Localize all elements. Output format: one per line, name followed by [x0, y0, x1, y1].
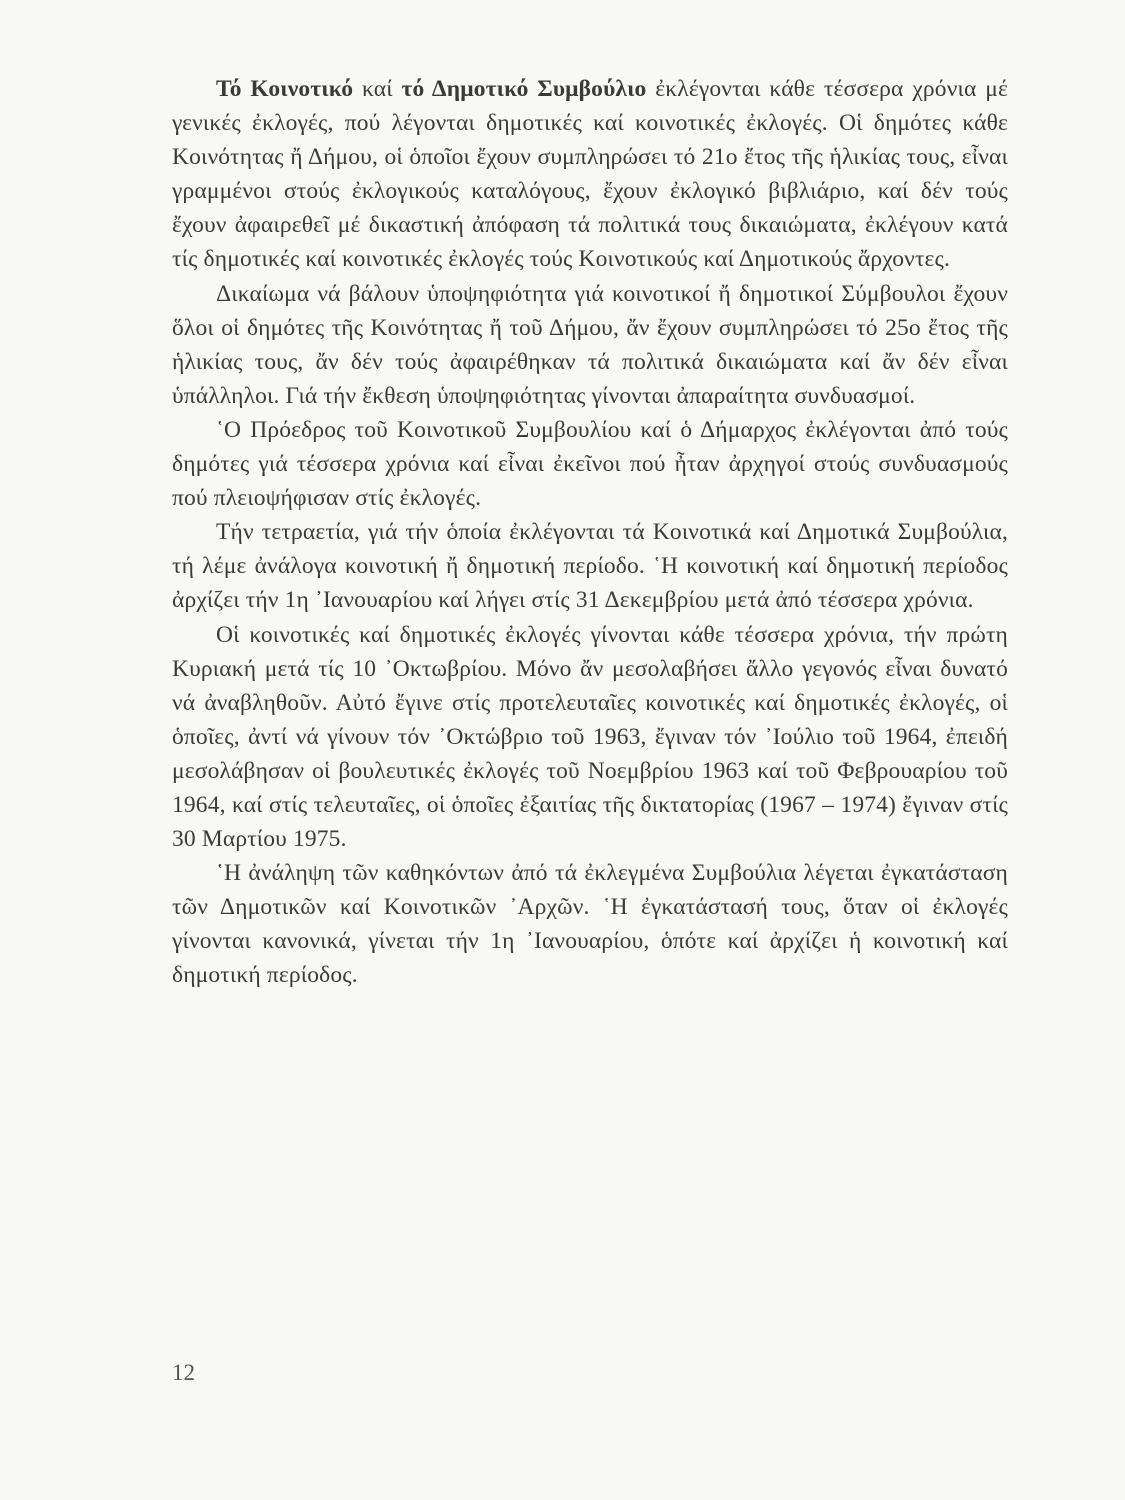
paragraph-text: καί — [353, 76, 402, 102]
bold-term-municipal-council: τό Δημοτικό Συμβούλιο — [401, 76, 647, 102]
paragraph-term-period: Τήν τετραετία, γιά τήν ὁποία ἐκλέγονται τά Κοινοτικά καί Δημοτικά Συμβούλια, τή λέμε ἀνάλογα κοινοτική ἤ δημοτική περίοδο. ῾Η κοινοτική καί δημοτική περίοδος ἀρχίζει τήν 1η ᾿Ιανουαρίου καί λήγει στίς 31 Δεκεμβρίου μετά ἀπό τέσσερα χρόνια. — [172, 519, 1008, 614]
paragraph-election-timing: Οἱ κοινοτικές καί δημοτικές ἐκλογές γίνονται κάθε τέσσερα χρόνια, τήν πρώτη Κυριακή μετά τίς 10 ᾿Οκτωβρίου. Μόνο ἄν μεσολαβήσει ἄλλο γεγονός εἶναι δυνατό νά ἀναβληθοῦν. Αὐτό ἔγινε στίς προτελευταῖες κοινοτικές καί δημοτικές ἐκλογές, οἱ ὁποῖες, ἀντί νά γίνουν τόν ᾿Οκτώβριο τοῦ 1963, ἔγιναν τόν ᾿Ιούλιο τοῦ 1964, ἐπειδή μεσολάβησαν οἱ βουλευτικές ἐκλογές τοῦ Νοεμβρίου 1963 καί τοῦ Φεβρουαρίου τοῦ 1964, καί στίς τελευταῖες, οἱ ὁποῖες ἐξαιτίας τῆς δικτατορίας (1967 – 1974) ἔγιναν στίς 30 Μαρτίου 1975. — [172, 621, 1008, 853]
paragraph-candidacy: Δικαίωμα νά βάλουν ὑποψηφιότητα γιά κοινοτικοί ἤ δημοτικοί Σύμβουλοι ἔχουν ὅλοι οἱ δημότες τῆς Κοινότητας ἤ τοῦ Δήμου, ἄν ἔχουν συμπληρώσει τό 25ο ἔτος τῆς ἡλικίας τους, ἄν δέν τούς ἀφαιρέθηκαν τά πολιτικά δικαιώματα καί ἄν δέν εἶναι ὑπάλληλοι. Γιά τήν ἔκθεση ὑποψηφιότητας γίνονται ἀπαραίτητα συνδυασμοί. — [172, 280, 1008, 409]
paragraph-president-mayor: ῾Ο Πρόεδρος τοῦ Κοινοτικοῦ Συμβουλίου καί ὁ Δήμαρχος ἐκλέγονται ἀπό τούς δημότες γιά τέσσερα χρόνια καί εἶναι ἐκεῖνοι πού ἦταν ἀρχηγοί στούς συνδυασμούς πού πλειοψήφισαν στίς ἐκλογές. — [172, 416, 1008, 512]
paragraph-text: ἐκλέγονται κάθε τέσσερα χρόνια μέ γενικές ἐκλογές, πού λέγονται δημοτικές καί κοινοτικές ἐκλογές. Οἱ δημότες κάθε Κοινότητας ἤ Δήμου, οἱ ὁποῖοι ἔχουν συμπληρώσει τό 21ο ἔτος τῆς ἡλικίας τους, εἶναι γραμμένοι στούς ἐκλογικούς καταλόγους, ἔχουν ἐκλογικό βιβλιάριο, καί δέν τούς ἔχουν ἀφαιρεθεῖ μέ δικαστική ἀπόφαση τά πολιτικά τους δικαιώματα, ἐκλέγουν κατά τίς δημοτικές καί κοινοτικές ἐκλογές τούς Κοινοτικούς καί Δημοτικούς ἄρχοντες. — [172, 76, 1008, 273]
paragraph-installation: ῾Η ἀνάληψη τῶν καθηκόντων ἀπό τά ἐκλεγμένα Συμβούλια λέγεται ἐγκατάσταση τῶν Δημοτικῶν καί Κοινοτικῶν ᾿Αρχῶν. ῾Η ἐγκατάστασή τους, ὅταν οἱ ἐκλογές γίνονται κανονικά, γίνεται τήν 1η ᾿Ιανουαρίου, ὁπότε καί ἀρχίζει ἡ κοινοτική καί δημοτική περίοδος. — [172, 860, 1008, 989]
page-number: 12 — [172, 1360, 195, 1385]
paragraph-councils-election — [172, 72, 1008, 277]
body-text — [172, 72, 1008, 993]
bold-term-community: Τό Κοινοτικό — [216, 76, 354, 102]
